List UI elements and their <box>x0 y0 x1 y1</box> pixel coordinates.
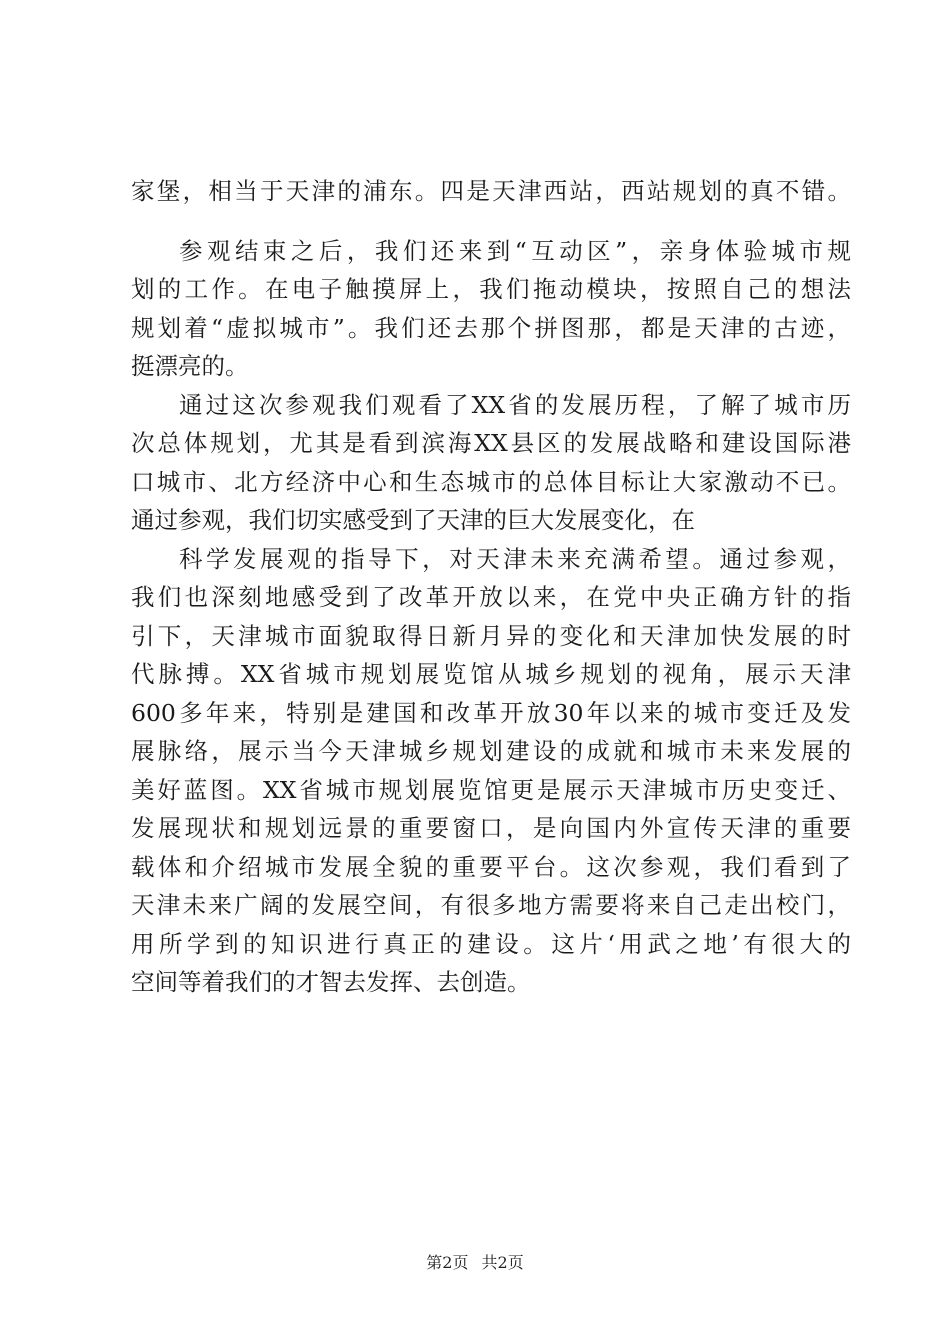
paragraph-4 <box>131 540 851 1002</box>
page-footer <box>0 1250 950 1273</box>
text-line: 口城市、北方经济中心和生态城市的总体目标让大家激动不已。 <box>131 467 851 496</box>
text-line: 规划着“虚拟城市”。我们还去那个拼图那，都是天津的古迹， <box>131 313 851 342</box>
paragraph-1 <box>131 172 851 211</box>
text-line: 600多年来，特别是建国和改革开放30年以来的城市变迁及发 <box>131 698 851 727</box>
text-line: 通过参观，我们切实感受到了天津的巨大发展变化，在 <box>131 506 695 534</box>
text-line: 参观结束之后，我们还来到“互动区”，亲身体验城市规 <box>179 236 851 265</box>
text-line: 家堡，相当于天津的浦东。四是天津西站，西站规划的真不错。 <box>131 177 851 205</box>
text-line: 科学发展观的指导下，对天津未来充满希望。通过参观， <box>179 544 851 573</box>
text-line: 引下，天津城市面貌取得日新月异的变化和天津加快发展的时 <box>131 621 851 650</box>
text-line: 我们也深刻地感受到了改革开放以来，在党中央正确方针的指 <box>131 583 851 611</box>
paragraph-3 <box>131 386 851 540</box>
text-line: 载体和介绍城市发展全貌的重要平台。这次参观，我们看到了 <box>131 852 851 881</box>
document-body <box>131 172 851 1002</box>
text-line: 代脉搏。XX省城市规划展览馆从城乡规划的视角，展示天津 <box>131 660 851 688</box>
text-line: 空间等着我们的才智去发挥、去创造。 <box>131 968 531 996</box>
page-number: 第2页 <box>426 1253 469 1272</box>
text-line: 美好蓝图。XX省城市规划展览馆更是展示天津城市历史变迁、 <box>131 775 851 804</box>
text-line: 发展现状和规划远景的重要窗口，是向国内外宣传天津的重要 <box>131 814 851 842</box>
paragraph-gap <box>131 211 851 232</box>
text-line: 用所学到的知识进行真正的建设。这片‘用武之地’有很大的 <box>131 929 851 958</box>
paragraph-2 <box>131 232 851 386</box>
text-line: 通过这次参观我们观看了XX省的发展历程，了解了城市历 <box>179 390 851 419</box>
text-line: 天津未来广阔的发展空间，有很多地方需要将来自己走出校门， <box>131 891 851 919</box>
page-total: 共2页 <box>481 1253 524 1272</box>
text-line: 划的工作。在电子触摸屏上，我们拖动模块，按照自己的想法 <box>131 275 851 303</box>
text-line: 展脉络，展示当今天津城乡规划建设的成就和城市未来发展的 <box>131 737 851 765</box>
text-line: 次总体规划，尤其是看到滨海XX县区的发展战略和建设国际港 <box>131 429 851 457</box>
text-line: 挺漂亮的。 <box>131 352 249 380</box>
